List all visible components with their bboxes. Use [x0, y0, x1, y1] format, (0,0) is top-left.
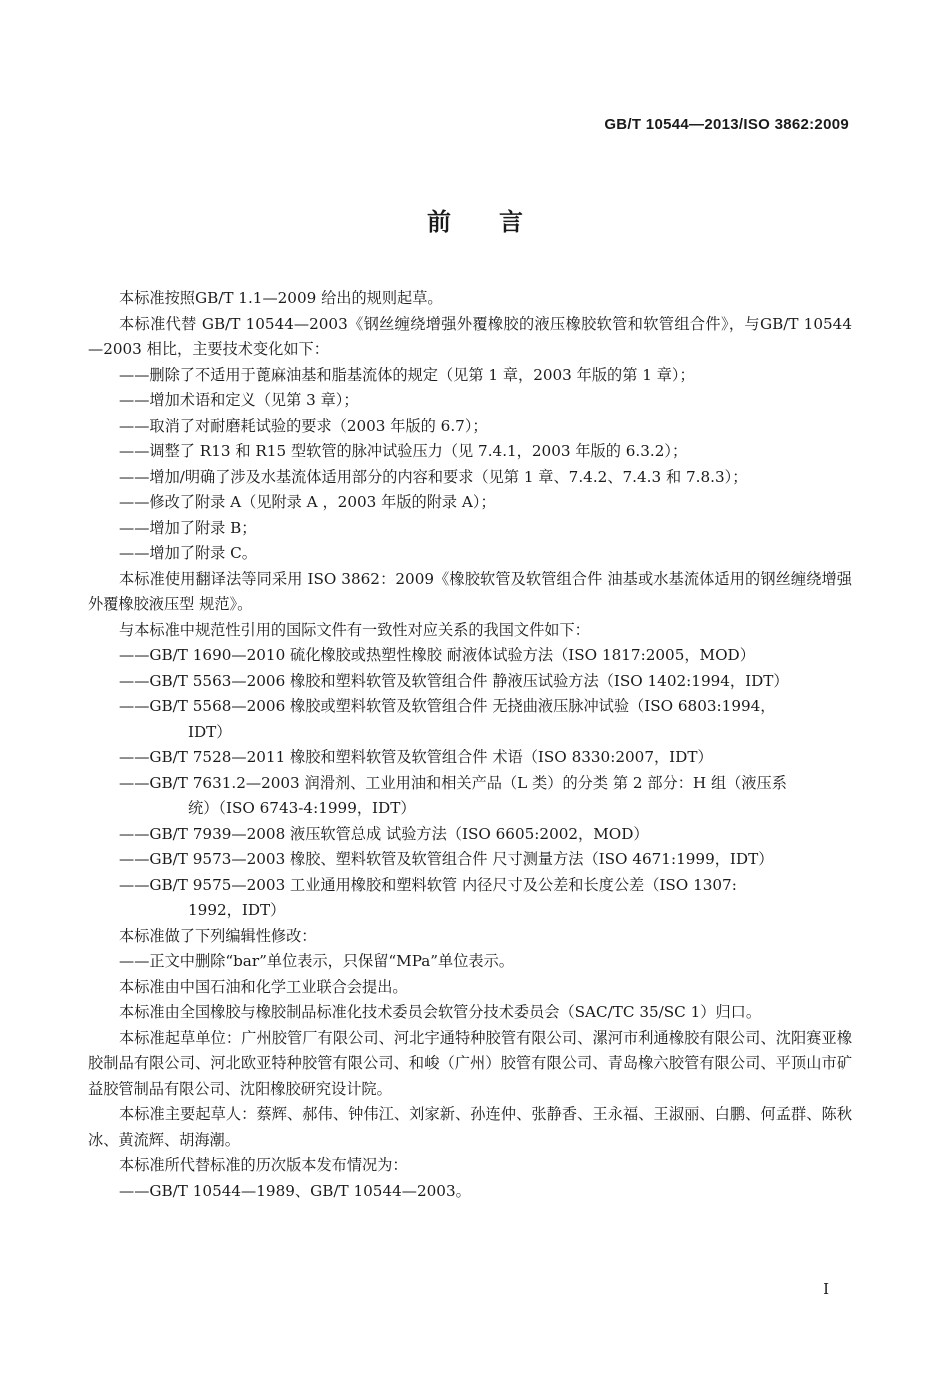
page-number: I [823, 1280, 829, 1298]
editorial-item: ——正文中删除“bar”单位表示，只保留“MPa”单位表示。 [119, 952, 514, 970]
change-item: ——修改了附录 A（见附录 A ，2003 年版的附录 A）； [119, 493, 496, 511]
change-item: ——增加术语和定义（见第 3 章）； [119, 391, 359, 409]
change-item: ——增加了附录 C。 [119, 544, 257, 562]
reference-item: ——GB/T 1690—2010 硫化橡胶或热塑性橡胶 耐液体试验方法（ISO 1817:2005，MOD） [119, 646, 755, 664]
change-item: ——增加/明确了涉及水基流体适用部分的内容和要求（见第 1 章、7.4.2、7.4.3 和 7.8.3）； [119, 467, 748, 486]
reference-text: ——GB/T 5568—2006 橡胶或塑料软管及软管组合件 无挠曲液压脉冲试验（ISO 6803:1994， [119, 697, 776, 715]
reference-continuation: 统）（ISO 6743-4:1999，IDT） [188, 799, 416, 817]
paragraph-history: 本标准所代替标准的历次版本发布情况为： [119, 1156, 408, 1174]
reference-text: ——GB/T 9575—2003 工业通用橡胶和塑料软管 内径尺寸及公差和长度公差（ISO 1307: [119, 875, 737, 894]
paragraph-editorial-changes: 本标准做了下列编辑性修改： [119, 926, 317, 945]
reference-text: ——GB/T 7631.2—2003 润滑剂、工业用油和相关产品（L 类）的分类 第 2 部分：H 组（液压系 [119, 773, 787, 792]
change-item: ——增加了附录 B； [119, 518, 257, 537]
change-item: ——取消了对耐磨耗试验的要求（2003 年版的 6.7）； [119, 416, 488, 435]
reference-item [88, 694, 852, 745]
page-title: 前言 [427, 208, 571, 236]
paragraph-references-intro: 与本标准中规范性引用的国际文件有一致性对应关系的我国文件如下： [119, 620, 590, 639]
foreword-body [88, 286, 852, 1204]
paragraph-drafting-rules: 本标准按照GB/T 1.1—2009 给出的规则起草。 [119, 289, 443, 307]
history-item: ——GB/T 10544—1989、GB/T 10544—2003。 [119, 1181, 471, 1200]
paragraph-proposed-by: 本标准由中国石油和化学工业联合会提出。 [119, 977, 408, 996]
reference-item: ——GB/T 5563—2006 橡胶和塑料软管及软管组合件 静液压试验方法（ISO 1402:1994，IDT） [119, 671, 789, 690]
paragraph-translation: 本标准使用翻译法等同采用 ISO 3862：2009《橡胶软管及软管组合件 油基或水基流体适用的钢丝缠绕增强外覆橡胶液压型 规范》。 [88, 569, 852, 613]
paragraph-centralized-by: 本标准由全国橡胶与橡胶制品标准化技术委员会软管分技术委员会（SAC/TC 35/SC 1）归口。 [119, 1003, 762, 1021]
paragraph-drafters: 本标准主要起草人：蔡辉、郝伟、钟伟江、刘家新、孙连仲、张静香、王永福、王淑丽、白鹏、何孟群、陈秋冰、黄流辉、胡海潮。 [88, 1105, 852, 1149]
reference-item: ——GB/T 9573—2003 橡胶、塑料软管及软管组合件 尺寸测量方法（ISO 4671:1999，IDT） [119, 850, 774, 868]
paragraph-replaces: 本标准代替 GB/T 10544—2003《钢丝缠绕增强外覆橡胶的液压橡胶软管和软管组合件》，与GB/T 10544—2003 相比，主要技术变化如下： [88, 314, 852, 358]
reference-continuation: IDT） [188, 722, 232, 741]
reference-item: ——GB/T 7528—2011 橡胶和塑料软管及软管组合件 术语（ISO 8330:2007，IDT） [119, 748, 713, 766]
reference-item: ——GB/T 7939—2008 液压软管总成 试验方法（ISO 6605:2002，MOD） [119, 824, 649, 843]
change-item: ——删除了不适用于蓖麻油基和脂基流体的规定（见第 1 章，2003 年版的第 1 章）； [119, 365, 695, 384]
change-item: ——调整了 R13 和 R15 型软管的脉冲试验压力（见 7.4.1，2003 年版的 6.3.2）； [119, 442, 688, 460]
standard-code: GB/T 10544—2013/ISO 3862:2009 [604, 116, 849, 133]
paragraph-drafting-units: 本标准起草单位：广州胶管厂有限公司、河北宇通特种胶管有限公司、漯河市利通橡胶有限公司、沈阳赛亚橡胶制品有限公司、河北欧亚特种胶管有限公司、和峻（广州）胶管有限公司、青岛橡六胶管有限公司、平顶山市矿益胶管制品有限公司、沈阳橡胶研究设计院。 [88, 1028, 852, 1098]
reference-continuation: 1992，IDT） [188, 901, 286, 919]
reference-item [88, 771, 852, 822]
reference-item [88, 873, 852, 924]
